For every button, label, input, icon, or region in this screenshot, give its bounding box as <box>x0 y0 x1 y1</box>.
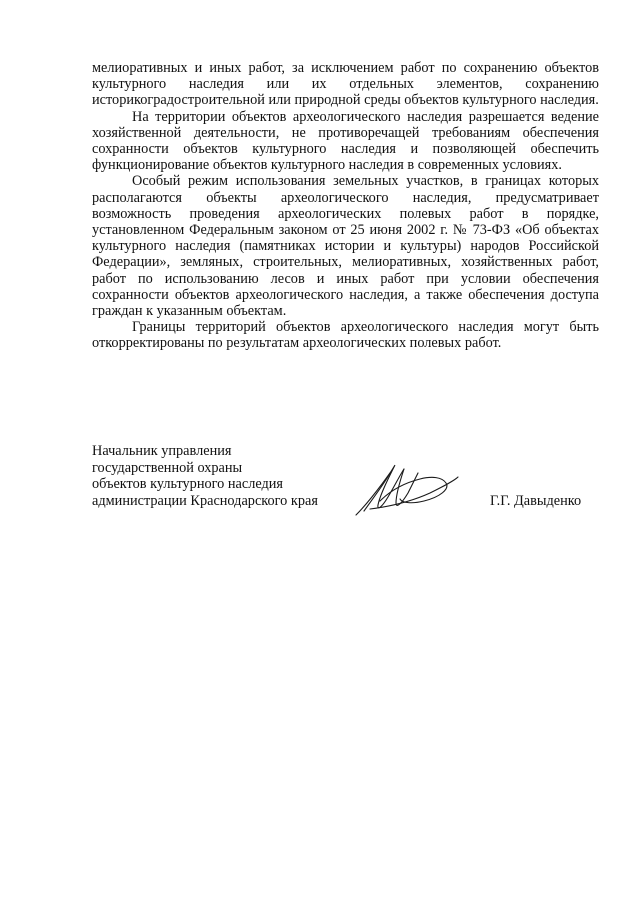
signer-position-line: Начальник управления <box>92 443 232 459</box>
signature-block <box>92 443 599 523</box>
paragraph-4: Границы территорий объектов археологического наследия могут быть откорректированы по результатам археологических полевых работ. <box>92 319 599 352</box>
signer-name: Г.Г. Давыденко <box>490 493 582 509</box>
paragraph-3: Особый режим использования земельных участков, в границах которых располагаются объекты археологического наследия, предусматривает возможность проведения археологических полевых работ в порядке, установленном Федеральным законом от 25 июня 2002 г. № 73-ФЗ «Об объектах культурного наследия (памятниках истории и культуры) народов Российской Федерации», земляных, строительных, мелиоративных, хозяйственных работ, работ по использованию лесов и иных работ при условии обеспечения сохранности объектов археологического наследия, а также обеспечения доступа граждан к указанным объектам. <box>92 173 599 320</box>
document-body <box>92 60 599 352</box>
paragraph-1: мелиоративных и иных работ, за исключением работ по сохранению объектов культурного наследия или их отдельных элементов, сохранению историкоградостроительной или природной среды объектов культурного наследия. <box>92 60 599 109</box>
handwritten-signature <box>350 457 460 519</box>
signer-position <box>92 443 352 509</box>
signer-position-line: объектов культурного наследия <box>92 476 283 492</box>
signer-position-line: государственной охраны <box>92 459 243 476</box>
paragraph-2: На территории объектов археологического наследия разрешается ведение хозяйственной деятельности, не противоречащей требованиям обеспечения сохранности объектов культурного наследия и позволяющей обеспечить функционирование объектов культурного наследия в современных условиях. <box>92 108 599 174</box>
signer-position-line: администрации Краснодарского края <box>92 492 318 509</box>
